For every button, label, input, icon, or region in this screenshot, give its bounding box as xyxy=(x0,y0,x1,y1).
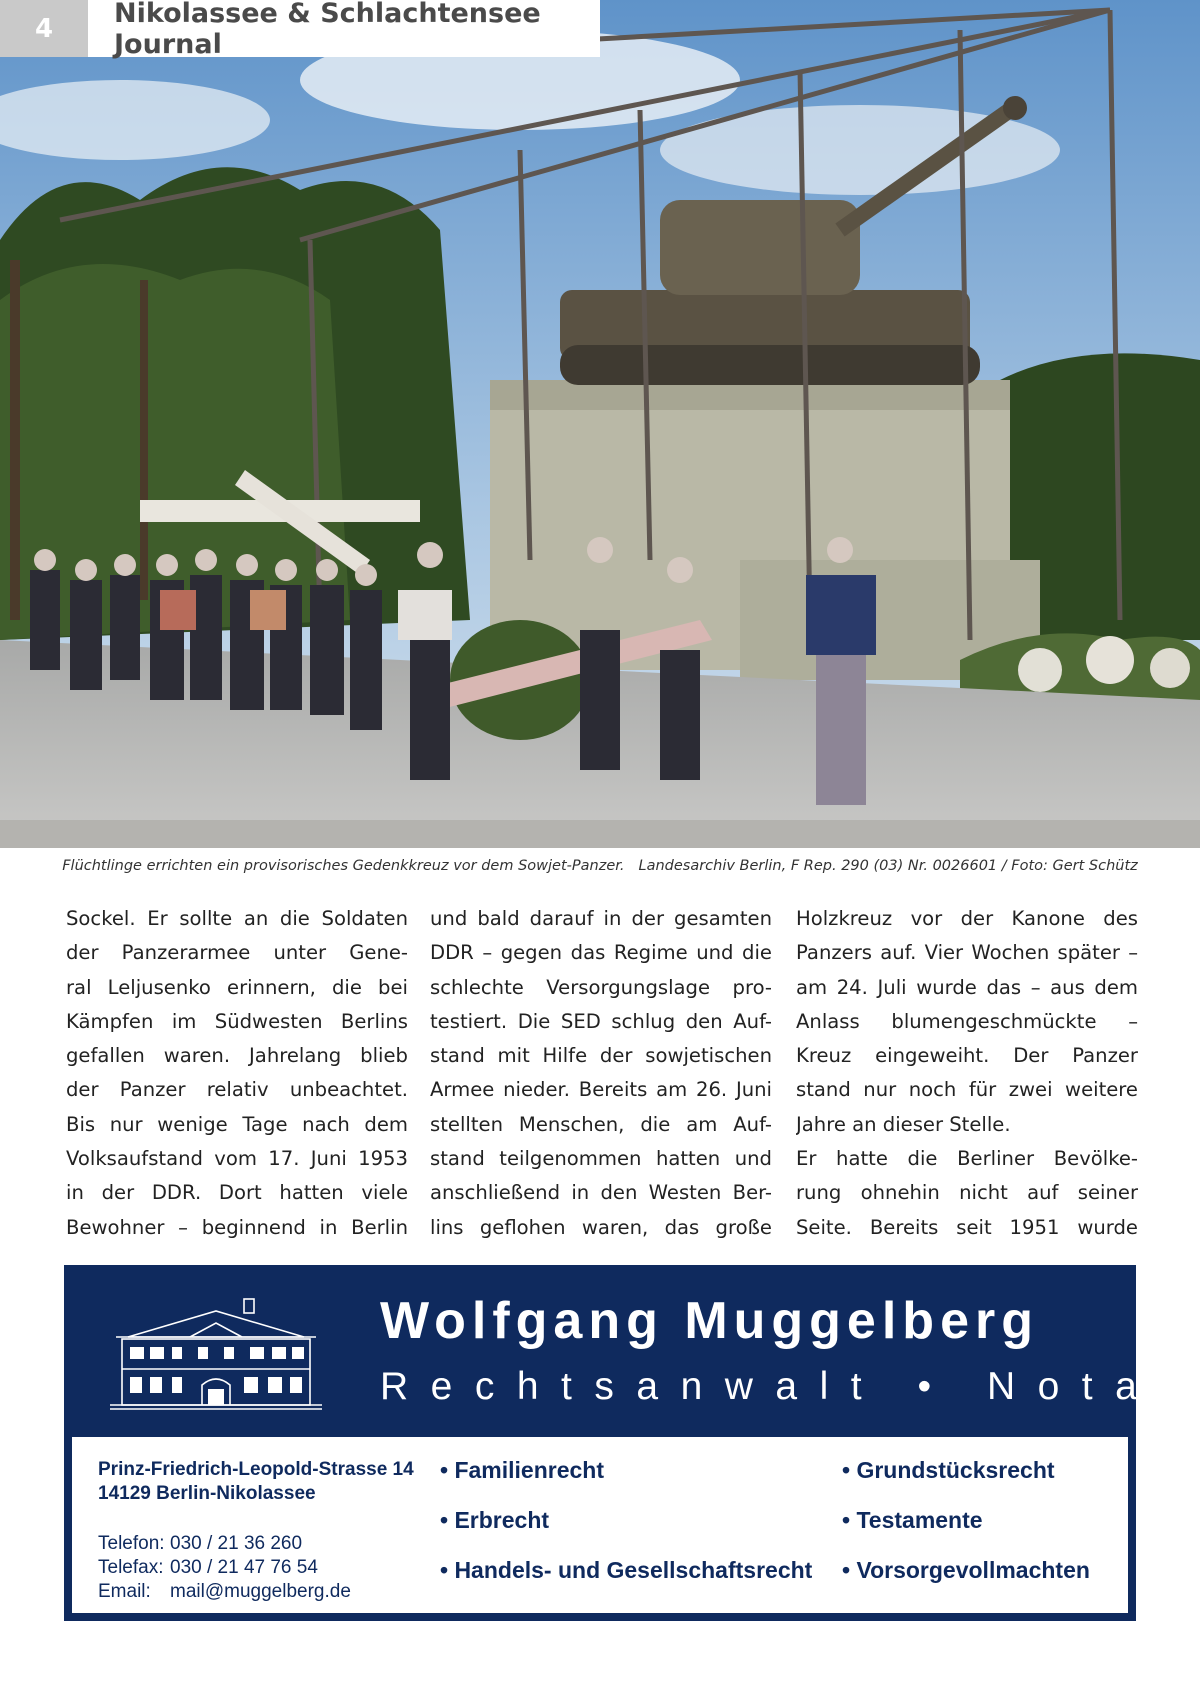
contact-value: mail@muggelberg.de xyxy=(170,1581,351,1602)
address-street: Prinz-Friedrich-Leopold-Strasse 14 xyxy=(98,1459,414,1480)
service-item: • Handels- und Gesellschaftsrecht xyxy=(440,1557,813,1583)
address-city: 14129 Berlin-Nikolassee xyxy=(98,1483,316,1504)
text-line: der Panzerarmee unter Gene- xyxy=(66,941,408,965)
photo-credit: Landesarchiv Berlin, F Rep. 290 (03) Nr. 0026601 / Foto: Gert Schütz xyxy=(638,858,1138,874)
journal-title: Nikolassee & Schlachtensee Journal xyxy=(88,0,600,57)
contact-phone xyxy=(98,1533,302,1555)
text-line: Armee nieder. Bereits am 26. Juni xyxy=(430,1078,772,1102)
contact-label: Telefax: xyxy=(98,1557,164,1578)
text-line: am 24. Juli wurde das – aus dem xyxy=(796,975,1138,999)
contact-email xyxy=(98,1581,351,1603)
text-line: rung ohnehin nicht auf seiner xyxy=(796,1181,1138,1205)
text-line: Jahre an dieser Stelle. xyxy=(796,1112,1011,1136)
text-line: Seite. Bereits seit 1951 wurde xyxy=(796,1215,1138,1239)
text-line: DDR – gegen das Regime und die xyxy=(430,941,772,965)
text-line: stand teilgenommen hatten und xyxy=(430,1147,772,1171)
text-line: Bewohner – beginnend in Berlin xyxy=(66,1215,408,1239)
lawyer-name: Wolfgang Muggelberg xyxy=(380,1292,1039,1350)
service-item: • Vorsorgevollmachten xyxy=(842,1557,1090,1583)
text-line: Anlass blumengeschmückte – xyxy=(796,1009,1138,1033)
service-item: • Testamente xyxy=(842,1507,983,1533)
text-line: Kreuz eingeweiht. Der Panzer xyxy=(796,1044,1138,1068)
text-line: stand mit Hilfe der sowjetischen xyxy=(430,1044,772,1068)
service-item: • Grundstücksrecht xyxy=(842,1457,1055,1483)
text-line: gefallen waren. Jahrelang blieb xyxy=(66,1044,408,1068)
text-line: Volksaufstand vom 17. Juni 1953 xyxy=(66,1147,408,1171)
text-line: Holzkreuz vor der Kanone des xyxy=(796,907,1138,930)
text-line: lins geflohen waren, das große xyxy=(430,1215,772,1239)
advert-info-panel xyxy=(72,1437,1128,1613)
text-line: Panzers auf. Vier Wochen später – xyxy=(796,941,1138,965)
text-line: Er hatte die Berliner Bevölke- xyxy=(796,1147,1138,1171)
caption-text: Flüchtlinge errichten ein provisorisches Gedenkkreuz vor dem Sowjet-Panzer. xyxy=(62,858,625,874)
contact-value: 030 / 21 36 260 xyxy=(170,1533,303,1554)
contact-fax xyxy=(98,1557,318,1579)
service-item: • Erbrecht xyxy=(440,1507,550,1533)
villa-logo-icon xyxy=(108,1293,324,1417)
service-item: • Familienrecht xyxy=(440,1457,604,1483)
text-line: ral Leljusenko erinnern, die bei xyxy=(66,975,408,999)
contact-label: Telefon: xyxy=(98,1533,165,1554)
text-line: und bald darauf in der gesamten xyxy=(430,907,772,930)
text-line: stellten Menschen, die am Auf- xyxy=(430,1112,772,1136)
page-number: 4 xyxy=(0,0,88,57)
contact-value: 030 / 21 47 76 54 xyxy=(170,1557,318,1578)
text-line: Bis nur wenige Tage nach dem xyxy=(66,1112,408,1136)
text-line: Sockel. Er sollte an die Soldaten xyxy=(66,907,408,930)
contact-label: Email: xyxy=(98,1581,151,1602)
text-line: der Panzer relativ unbeachtet. xyxy=(66,1078,408,1102)
article-column-3 xyxy=(796,902,1138,1245)
text-line: anschließend in den Westen Ber- xyxy=(430,1181,772,1205)
text-line: testiert. Die SED schlug den Auf- xyxy=(430,1009,772,1033)
text-line: schlechte Versorgungslage pro- xyxy=(430,975,772,999)
lawyer-title: Rechtsanwalt • Notar xyxy=(380,1365,1195,1408)
text-line: stand nur noch für zwei weitere xyxy=(796,1078,1138,1102)
text-line: in der DDR. Dort hatten viele xyxy=(66,1181,408,1205)
article-column-1 xyxy=(66,902,408,1245)
memorial-photo xyxy=(0,0,1200,848)
photo-caption xyxy=(0,858,1200,874)
article-column-2 xyxy=(430,902,772,1245)
text-line: Kämpfen im Südwesten Berlins xyxy=(66,1009,408,1033)
law-office-advert xyxy=(64,1265,1195,1621)
